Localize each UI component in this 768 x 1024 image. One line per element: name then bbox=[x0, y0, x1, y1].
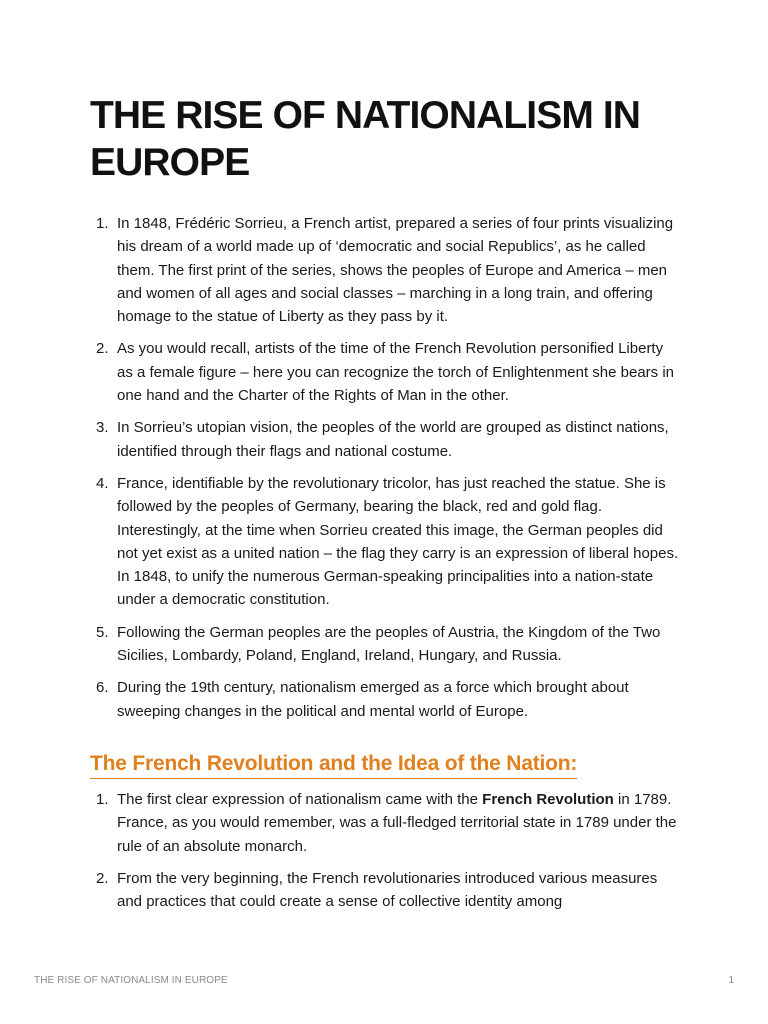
list-number: 3. bbox=[96, 419, 109, 437]
section-list bbox=[90, 788, 680, 913]
page-content bbox=[90, 92, 680, 922]
list-item bbox=[90, 867, 680, 914]
list-item-text: During the 19th century, nationalism emerged as a force which brought about sweeping changes in the political and mental world of Europe. bbox=[117, 679, 629, 720]
list-item bbox=[90, 212, 680, 328]
list-item bbox=[90, 621, 680, 668]
list-item bbox=[90, 416, 680, 463]
page-title: THE RISE OF NATIONALISM IN EUROPE bbox=[90, 94, 641, 184]
list-item-text: In Sorrieu’s utopian vision, the peoples of the world are grouped as distinct nations, identified through their flags and national costume. bbox=[117, 419, 669, 460]
bold-term: French Revolution bbox=[482, 790, 614, 808]
list-number: 5. bbox=[96, 623, 109, 641]
list-item-text-before: The first clear expression of nationalism came with the bbox=[117, 790, 483, 808]
list-item bbox=[90, 337, 680, 407]
list-item-text-after: in 1789. France, as you would remember, was a full-fledged territorial state in 1789 under the rule of an absolute monarch. bbox=[117, 790, 677, 855]
page-number: 1 bbox=[728, 975, 734, 986]
list-item-text: From the very beginning, the French revolutionaries introduced various measures and practices that could create a sense of collective identity among bbox=[117, 869, 658, 911]
list-item-text: France, identifiable by the revolutionary tricolor, has just reached the statue. She is followed by the peoples of Germany, bearing the black, red and gold flag. Interestingly, at the time when Sorrieu created this image, the German peoples did not yet exist as a united nation – the flag they carry is an expression of liberal hopes. In 1848, to unify the numerous German-speaking principalities into a nation-state under a democratic constitution. bbox=[117, 474, 679, 609]
list-item-text: Following the German peoples are the peoples of Austria, the Kingdom of the Two Sicilies, Lombardy, Poland, England, Ireland, Hungary, and Russia. bbox=[117, 623, 661, 665]
list-item-text: In 1848, Frédéric Sorrieu, a French artist, prepared a series of four prints visualizing his dream of a world made up of ‘democratic and social Republics’, as he called them. The first print of the series, shows the peoples of Europe and America – men and women of all ages and social classes – marching in a long train, and offering homage to the statue of Liberty as they pass by it. bbox=[117, 215, 674, 326]
intro-list bbox=[90, 212, 680, 723]
list-number: 2. bbox=[96, 340, 109, 358]
list-number: 1. bbox=[96, 215, 109, 232]
list-item bbox=[90, 788, 680, 858]
list-number: 6. bbox=[96, 679, 109, 697]
footer-title: THE RISE OF NATIONALISM IN EUROPE bbox=[34, 975, 228, 986]
list-number: 2. bbox=[96, 869, 109, 887]
list-item bbox=[90, 676, 680, 723]
list-number: 1. bbox=[96, 790, 109, 808]
section-heading: The French Revolution and the Idea of the Nation: bbox=[90, 750, 577, 779]
list-number: 4. bbox=[96, 474, 109, 492]
list-item bbox=[90, 472, 680, 612]
list-item-text: As you would recall, artists of the time of the French Revolution personified Liberty as a female figure – here you can recognize the torch of Enlightenment she bears in one hand and the Charter of the Rights of Man in the other. bbox=[117, 340, 674, 405]
